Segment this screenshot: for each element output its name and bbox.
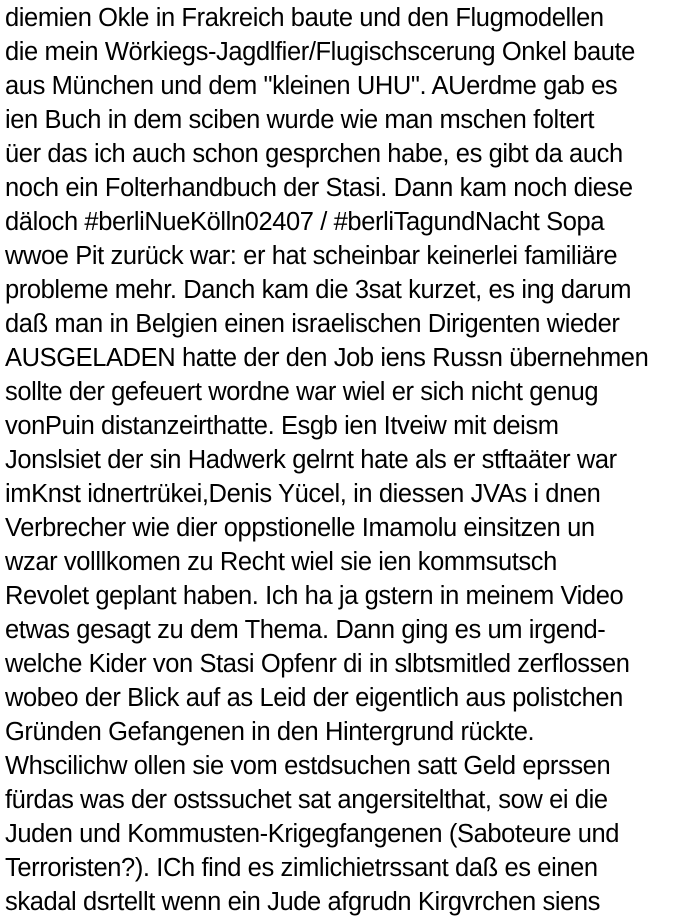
text-line: noch ein Folterhandbuch der Stasi. Dann kam noch diese (5, 174, 633, 202)
text-line: Jonslsiet der sin Hadwerk gelrnt hate als er stftaäter war (5, 446, 617, 474)
text-line: AUSGELADEN hatte der den Job iens Russn übernehmen (5, 344, 649, 372)
text-line: probleme mehr. Danch kam die 3sat kurzet, es ing darum (5, 276, 632, 304)
text-line: imKnst idnertrükei,Denis Yücel, in diessen JVAs i dnen (5, 480, 601, 508)
text-line: Juden und Kommusten-Krigegfangenen (Saboteure und (5, 820, 620, 848)
text-line: skadal dsrtellt wenn ein Jude afgrudn Kirgvrchen siens (5, 888, 600, 916)
text-line: wzar volllkomen zu Recht wiel sie ien kommsutsch (5, 548, 557, 576)
text-line: daß man in Belgien einen israelischen Dirigenten wieder (5, 310, 620, 338)
text-line: Terroristen?). ICh find es zimlichietrssant daß es einen (5, 854, 598, 882)
text-line: Revolet geplant haben. Ich ha ja gstern in meinem Video (5, 582, 624, 610)
text-line: Gründen Gefangenen in den Hintergrund rückte. (5, 718, 535, 746)
text-line: die mein Wörkiegs-Jagdlfier/Flugischscerung Onkel baute (5, 38, 635, 66)
text-line: wwoe Pit zurück war: er hat scheinbar keinerlei familiäre (5, 242, 618, 270)
text-line: däloch #berliNueKölln02407 / #berliTagundNacht Sopa (5, 208, 605, 236)
text-line: üer das ich auch schon gesprchen habe, es gibt da auch (5, 140, 623, 168)
text-line: sollte der gefeuert wordne war wiel er sich nicht genug (5, 378, 599, 406)
text-line: Whscilichw ollen sie vom estdsuchen satt Geld eprssen (5, 752, 611, 780)
text-line: diemien Okle in Frakreich baute und den Flugmodellen (5, 4, 604, 32)
text-line: welche Kider von Stasi Opfenr di in slbtsmitled zerflossen (5, 650, 630, 678)
text-line: fürdas was der ostssuchet sat angersitelthat, sow ei die (5, 786, 608, 814)
text-line: wobeo der Blick auf as Leid der eigentlich aus polistchen (5, 684, 623, 712)
text-line: aus München und dem "kleinen UHU". AUerdme gab es (5, 72, 618, 100)
text-line: vonPuin distanzeirthatte. Esgb ien Itveiw mit deism (5, 412, 559, 440)
text-line: Verbrecher wie dier oppstionelle Imamolu einsitzen un (5, 514, 595, 542)
text-line: ien Buch in dem sciben wurde wie man mschen foltert (5, 106, 595, 134)
text-line: etwas gesagt zu dem Thema. Dann ging es um irgend- (5, 616, 606, 644)
